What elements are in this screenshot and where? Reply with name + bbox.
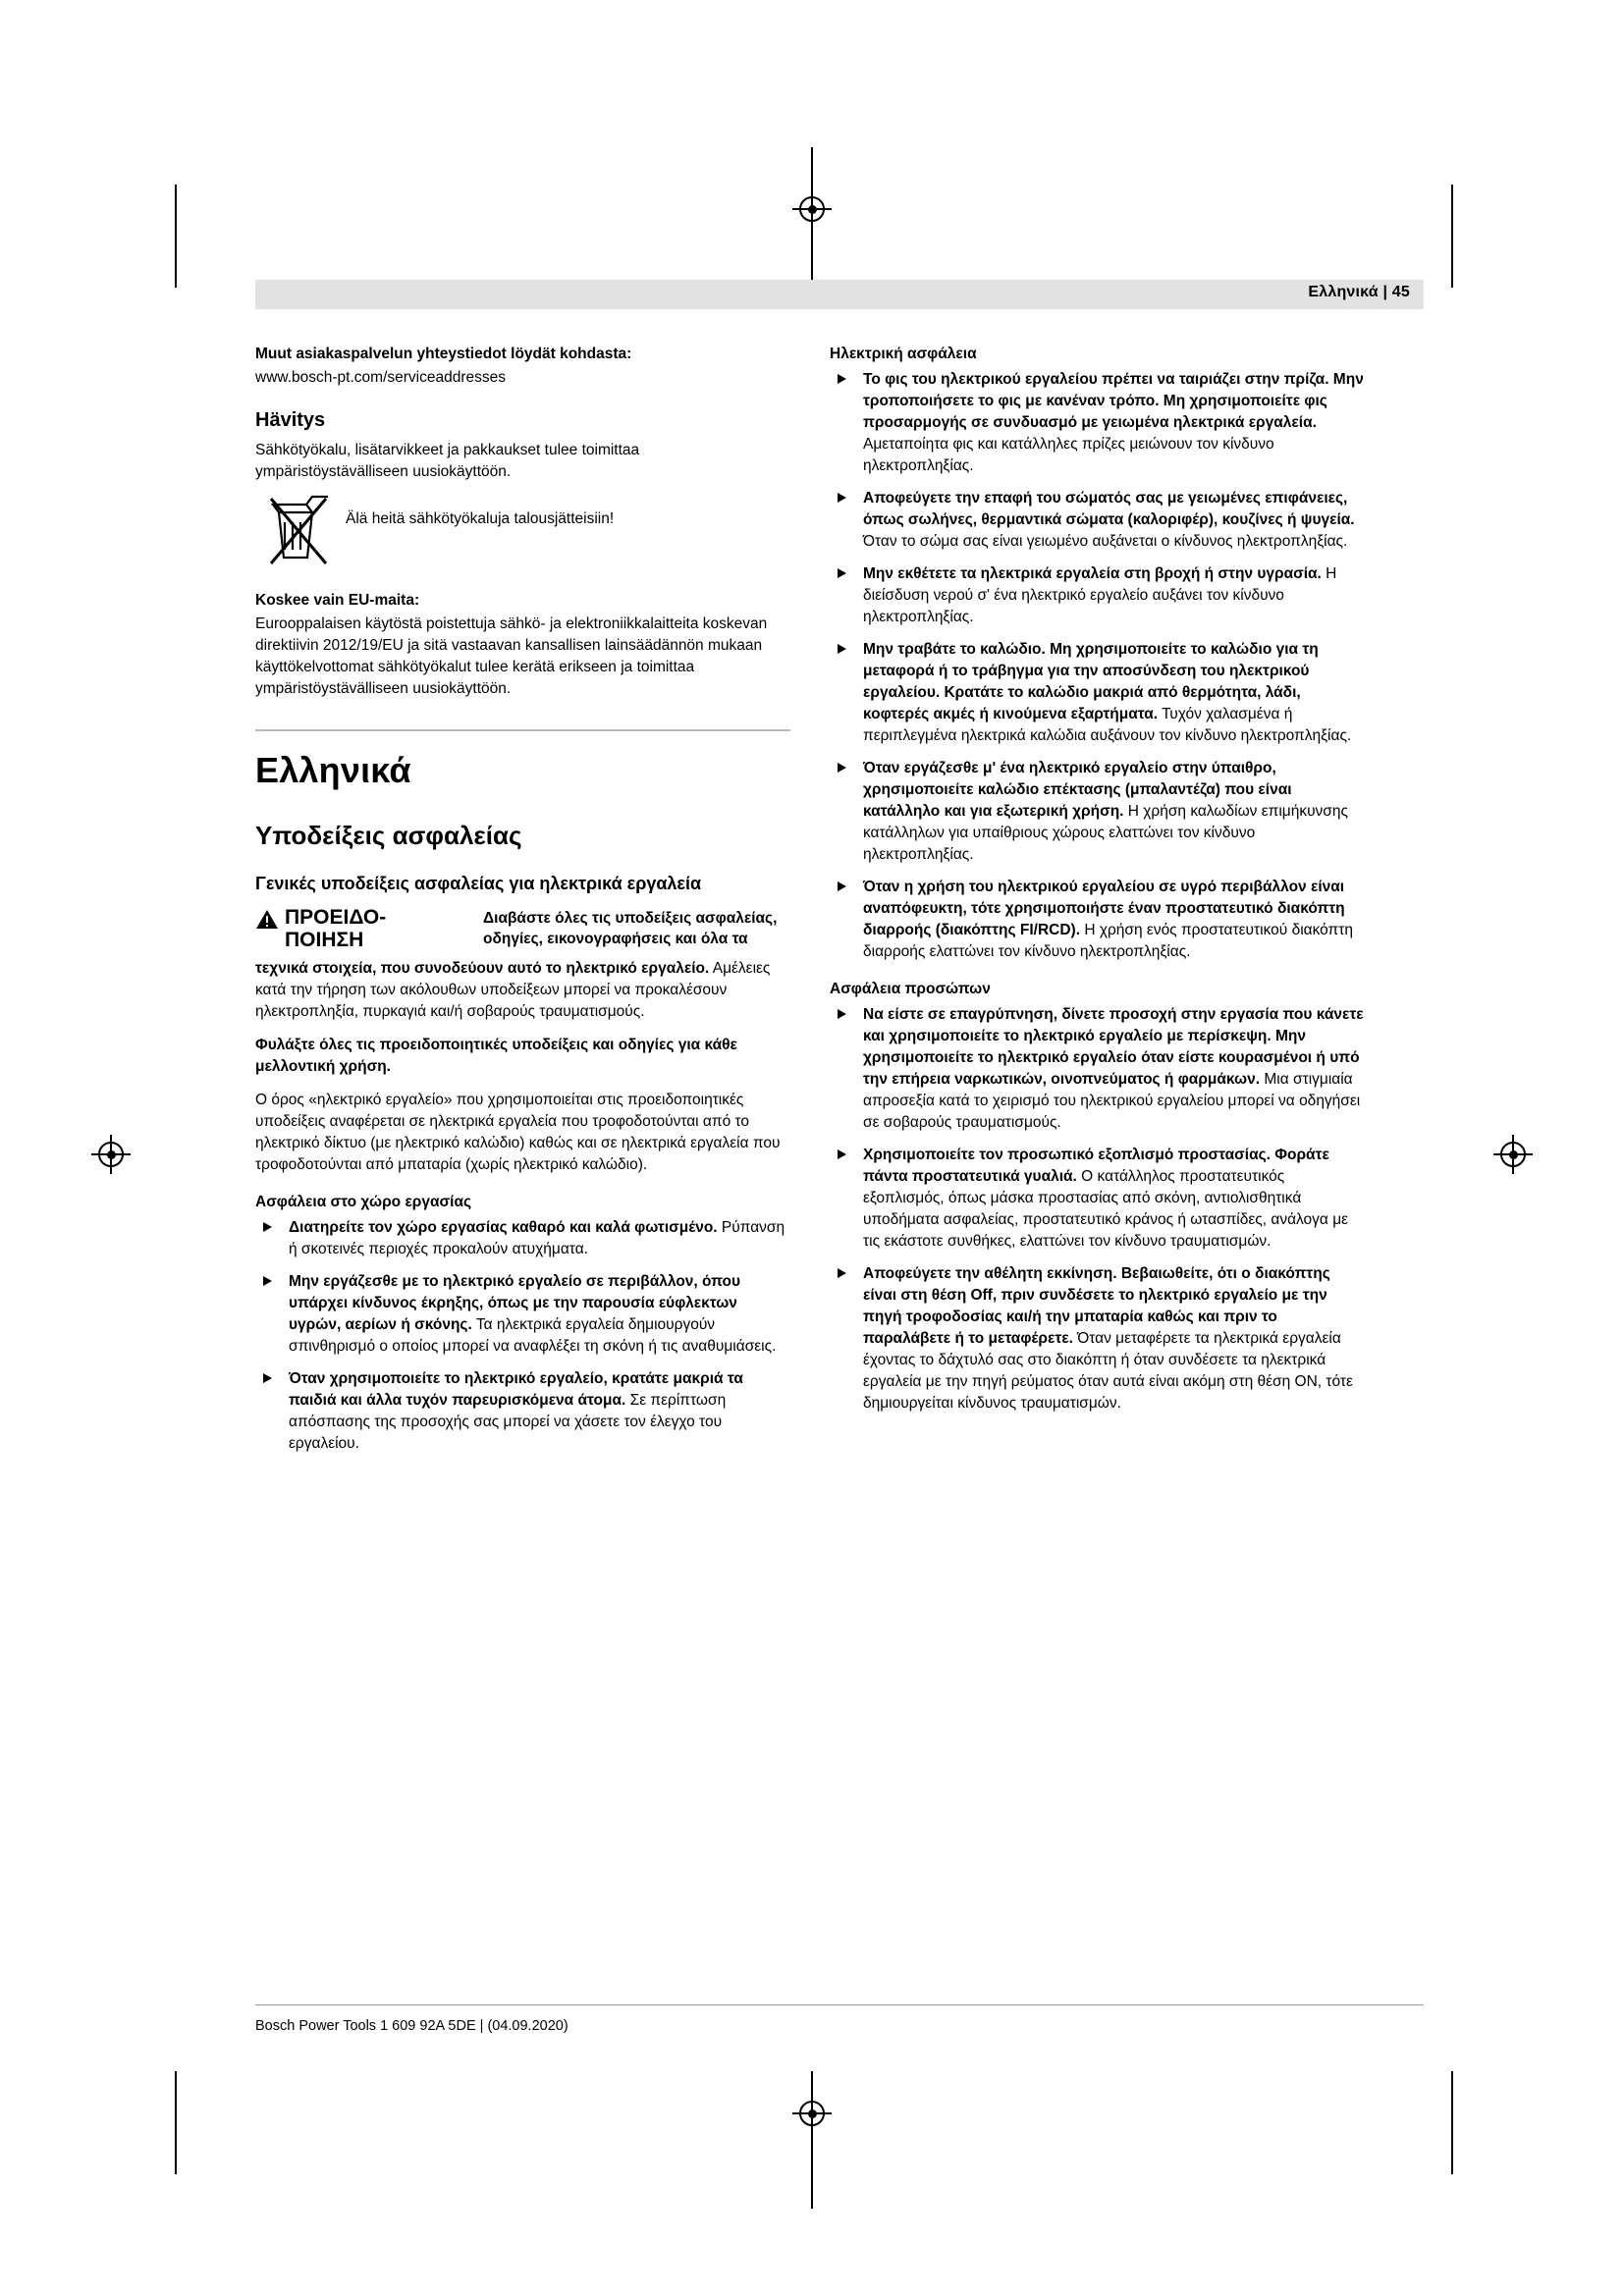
- list-item: [830, 877, 1365, 963]
- list-item: [830, 1004, 1365, 1134]
- list-item-bold: Διατηρείτε τον χώρο εργασίας καθαρό και καλά φωτισμένο.: [289, 1218, 718, 1236]
- crop-mark-top-right-v: [1451, 185, 1453, 288]
- personal-safety-heading: Ασφάλεια προσώπων: [830, 981, 991, 997]
- bullet-triangle-icon: [838, 763, 846, 773]
- bullet-triangle-icon: [838, 1268, 846, 1278]
- eu-heading: Koskee vain EU-maita:: [255, 592, 420, 610]
- warning-continuation: [255, 958, 790, 1023]
- list-item: [830, 369, 1365, 477]
- list-item: [830, 1263, 1365, 1415]
- crop-mark-center-bottom: [811, 2071, 813, 2209]
- warning-word-line1: ΠΡΟΕΙΔΟ-: [285, 905, 387, 929]
- crop-mark-top-left-v: [175, 185, 177, 288]
- bullet-triangle-icon: [838, 493, 846, 503]
- crop-mark-bottom-left-v: [175, 2071, 177, 2174]
- list-item-bold: Όταν εργάζεσθε μ' ένα ηλεκτρικό εργαλείο στην ύπαιθρο, χρησιμοποιείτε καλώδιο επέκτασης (μπαλαντέζα) που είναι κατάλληλο και για εξωτερική χρήση.: [863, 760, 1292, 820]
- bullet-triangle-icon: [263, 1222, 272, 1232]
- list-item-bold: Μην εκθέτετε τα ηλεκτρικά εργαλεία στη βροχή ή στην υγρασία.: [863, 565, 1322, 582]
- list-item: [830, 488, 1365, 553]
- list-item-bold: Το φις του ηλεκτρικού εργαλείου πρέπει να ταιριάζει στην πρίζα. Μην τροποποιήσετε το φις με κανέναν τρόπο. Μη χρησιμοποιείτε φις προσαρμογής σε συνδυασμό με γειωμένα ηλεκτρικά εργαλεία.: [863, 371, 1364, 431]
- crop-mark-bottom-right-v: [1451, 2071, 1453, 2174]
- registration-mark-left: [98, 1142, 124, 1167]
- disposal-title: Hävitys: [255, 409, 326, 431]
- registration-mark-top: [799, 196, 825, 222]
- section-divider: [255, 729, 790, 731]
- list-item-rest: Μια στιγμιαία απροσεξία κατά το χειρισμό του ηλεκτρικού εργαλείου μπορεί να οδηγήσει σε σοβαρούς τραυματισμούς.: [863, 1071, 1361, 1131]
- page-number: 45: [1391, 284, 1410, 300]
- list-item-bold: Να είστε σε επαγρύπνηση, δίνετε προσοχή στην εργασία που κάνετε και χρησιμοποιείτε το ηλεκτρικό εργαλείο με περίσκεψη. Μην χρησιμοποιείτε το ηλεκτρικό εργαλείο όταν είστε κουρασμένοι ή υπό την επήρεια ναρκωτικών, οινοπνεύματος ή φαρμάκων.: [863, 1006, 1364, 1088]
- list-item-bold: Όταν η χρήση του ηλεκτρικού εργαλείου σε υγρό περιβάλλον είναι αναπόφευκτη, τότε χρησιμοποιήστε έναν προστατευτικό διακόπτη διαρροής (διακόπτης FI/RCD).: [863, 879, 1345, 938]
- warning-lead-text: Διαβάστε όλες τις υποδείξεις ασφαλείας, οδηγίες, εικονογραφήσεις και όλα τα: [483, 909, 778, 948]
- warning-continuation-bold: τεχνικά στοιχεία, που συνοδεύουν αυτό το ηλεκτρικό εργαλείο.: [255, 959, 710, 977]
- list-item: [255, 1217, 790, 1260]
- bullet-triangle-icon: [838, 568, 846, 578]
- list-item-rest: Ρύπανση ή σκοτεινές περιοχές προκαλούν ατυχήματα.: [289, 1218, 785, 1257]
- list-item-rest: Τυχόν χαλασμένα ή περιπλεγμένα ηλεκτρικά καλώδια αυξάνουν τον κίνδυνο ηλεκτροπληξίας.: [863, 706, 1352, 744]
- eu-text: Eurooppalaisen käytöstä poistettuja sähkö- ja elektroniikkalaitteita koskevan direktiivin 2012/19/EU ja sitä vastaavan kansallisen lainsäädännön mukaan käyttökelvottomat sähkötyökalut tulee kerätä erikseen ja toimittaa ympäristöystävälliseen uusiokäyttöön.: [255, 615, 768, 698]
- header-separator: |: [1382, 284, 1388, 300]
- crossed-out-wheelie-bin-icon: [255, 493, 346, 576]
- left-column: [255, 344, 790, 1466]
- footer-divider: [255, 2004, 1424, 2005]
- bullet-triangle-icon: [838, 1009, 846, 1019]
- warning-word: [285, 906, 386, 952]
- footer-text: Bosch Power Tools 1 609 92A 5DE | (04.09.2020): [255, 2018, 568, 2034]
- list-item-bold: Όταν χρησιμοποιείτε το ηλεκτρικό εργαλείο, κρατάτε μακριά τα παιδιά και άλλα τυχόν παρευρισκόμενα άτομα.: [289, 1369, 743, 1409]
- bullet-triangle-icon: [838, 1149, 846, 1159]
- disposal-intro: Sähkötyökalu, lisätarvikkeet ja pakkaukset tulee toimittaa ympäristöystävälliseen uusiokäyttöön.: [255, 442, 640, 481]
- bullet-triangle-icon: [838, 881, 846, 891]
- registration-mark-bottom: [799, 2101, 825, 2126]
- bullet-triangle-icon: [263, 1276, 272, 1286]
- list-item-rest: Η χρήση ενός προστατευτικού διακόπτη διαρροής ελαττώνει τον κίνδυνο ηλεκτροπληξίας.: [863, 922, 1353, 960]
- general-safety-title: Γενικές υποδείξεις ασφαλείας για ηλεκτρικά εργαλεία: [255, 874, 702, 894]
- warning-triangle-icon: [255, 909, 279, 937]
- disposal-icon-row: [255, 493, 790, 576]
- list-item-rest: Τα ηλεκτρικά εργαλεία δημιουργούν σπινθηρισμό ο οποίος μπορεί να αναφλέξει τη σκόνη ή τις αναθυμιάσεις.: [289, 1315, 777, 1355]
- warning-block: [255, 906, 790, 952]
- page-header-band: [255, 280, 1424, 309]
- electrical-safety-heading: Ηλεκτρική ασφάλεια: [830, 346, 977, 362]
- list-item-rest: Σε περίπτωση απόσπασης της προσοχής σας μπορεί να χάσετε τον έλεγχο του εργαλείου.: [289, 1391, 727, 1452]
- list-item: [255, 1271, 790, 1358]
- warning-word-line2: ΠΟΙΗΣΗ: [285, 929, 364, 952]
- bullet-triangle-icon: [838, 644, 846, 654]
- list-item: [830, 1145, 1365, 1253]
- right-column: [830, 344, 1365, 1425]
- list-item-bold: Αποφεύγετε την αθέλητη εκκίνηση. Βεβαιωθείτε, ότι ο διακόπτης είναι στη θέση Off, πριν συνδέσετε το ηλεκτρικό εργαλείο με την πηγή τροφοδοσίας και/ή την μπαταρία καθώς και πριν το παραλάβετε ή το μεταφέρετε.: [863, 1265, 1330, 1347]
- disposal-icon-caption: Älä heitä sähkötyökaluja talousjätteisiin!: [346, 510, 615, 528]
- list-item-bold: Χρησιμοποιείτε τον προσωπικό εξοπλισμό προστασίας. Φοράτε πάντα προστατευτικά γυαλιά.: [863, 1147, 1329, 1185]
- warning-continuation-rest: Αμέλειες κατά την τήρηση των ακόλουθων υποδείξεων μπορεί να προκαλέσουν ηλεκτροπληξία, πυρκαγιά και/ή σοβαρούς τραυματισμούς.: [255, 959, 771, 1020]
- contact-heading: Muut asiakaspalvelun yhteystiedot löydät kohdasta:: [255, 346, 632, 362]
- warning-label: [255, 906, 471, 952]
- bullet-triangle-icon: [263, 1373, 272, 1383]
- term-definition-text: Ο όρος «ηλεκτρικό εργαλείο» που χρησιμοποιείται στις προειδοποιητικές υποδείξεις αναφέρεται σε ηλεκτρικά εργαλεία που τροφοδοτούνται από το ηλεκτρικό δίκτυο (με ηλεκτρικό καλώδιο) καθώς και σε ηλεκτρικά εργαλεία που τροφοδοτούνται από μπαταρία (χωρίς ηλεκτρικό καλώδιο).: [255, 1091, 781, 1173]
- list-item-rest: Ο κατάλληλος προστατευτικός εξοπλισμός, όπως μάσκα προστασίας από σκόνη, αντιολισθητικά υποδήματα ασφαλείας, προστατευτικό κράνος ή ωτασπίδες, ανάλογα με τις εκάστοτε συνθήκες, ελαττώνει τον κίνδυνο τραυματισμών.: [863, 1168, 1349, 1250]
- list-item: [830, 758, 1365, 866]
- contact-url: www.bosch-pt.com/serviceaddresses: [255, 369, 506, 386]
- list-item: [255, 1368, 790, 1455]
- list-item-bold: Μην τραβάτε το καλώδιο. Μη χρησιμοποιείτε το καλώδιο για τη μεταφορά ή το τράβηγμα για την αποσύνδεση του ηλεκτρικού εργαλείου. Κρατάτε το καλώδιο μακριά από θερμότητα, λάδι, κοφτερές ακμές ή κινούμενα εξαρτήματα.: [863, 641, 1319, 722]
- bullet-triangle-icon: [838, 374, 846, 384]
- list-item: [830, 639, 1365, 747]
- list-item-rest: Όταν μεταφέρετε τα ηλεκτρικά εργαλεία έχοντας το δάχτυλό σας στο διακόπτη ή όταν συνδέσετε τα ηλεκτρικά εργαλεία με την πηγή ρεύματος όταν αυτά είναι ακόμη στη θέση ON, τότε δημιουργείται κίνδυνος τραυματισμών.: [863, 1330, 1353, 1412]
- list-item: [830, 563, 1365, 628]
- header-language: Ελληνικά: [1308, 284, 1379, 300]
- list-item-rest: Όταν το σώμα σας είναι γειωμένο αυξάνεται ο κίνδυνος ηλεκτροπληξίας.: [863, 533, 1348, 550]
- list-item-rest: Η χρήση καλωδίων επιμήκυνσης κατάλληλων για υπαίθριους χώρους ελαττώνει τον κίνδυνο ηλεκτροπληξίας.: [863, 803, 1348, 863]
- keep-instructions-text: Φυλάξτε όλες τις προειδοποιητικές υποδείξεις και οδηγίες για κάθε μελλοντική χρήση.: [255, 1036, 737, 1075]
- list-item-rest: Η διείσδυση νερού σ' ένα ηλεκτρικό εργαλείο αυξάνει τον κίνδυνο ηλεκτροπληξίας.: [863, 565, 1337, 625]
- workplace-safety-heading: Ασφάλεια στο χώρο εργασίας: [255, 1193, 472, 1210]
- list-item-rest: Αμεταποίητα φις και κατάλληλες πρίζες μειώνουν τον κίνδυνο ηλεκτροπληξίας.: [863, 436, 1274, 474]
- list-item-bold: Μην εργάζεσθε με το ηλεκτρικό εργαλείο σε περιβάλλον, όπου υπάρχει κίνδυνος έκρηξης, όπως με την παρουσία εύφλεκτων υγρών, αερίων ή σκόνης.: [289, 1272, 740, 1333]
- language-title: Ελληνικά: [255, 750, 411, 791]
- page-header: [1308, 284, 1410, 301]
- list-item-bold: Αποφεύγετε την επαφή του σώματός σας με γειωμένες επιφάνειες, όπως σωλήνες, θερμαντικά σώματα (καλοριφέρ), κουζίνες ή ψυγεία.: [863, 490, 1355, 528]
- registration-mark-right: [1500, 1142, 1526, 1167]
- safety-title: Υποδείξεις ασφαλείας: [255, 820, 522, 850]
